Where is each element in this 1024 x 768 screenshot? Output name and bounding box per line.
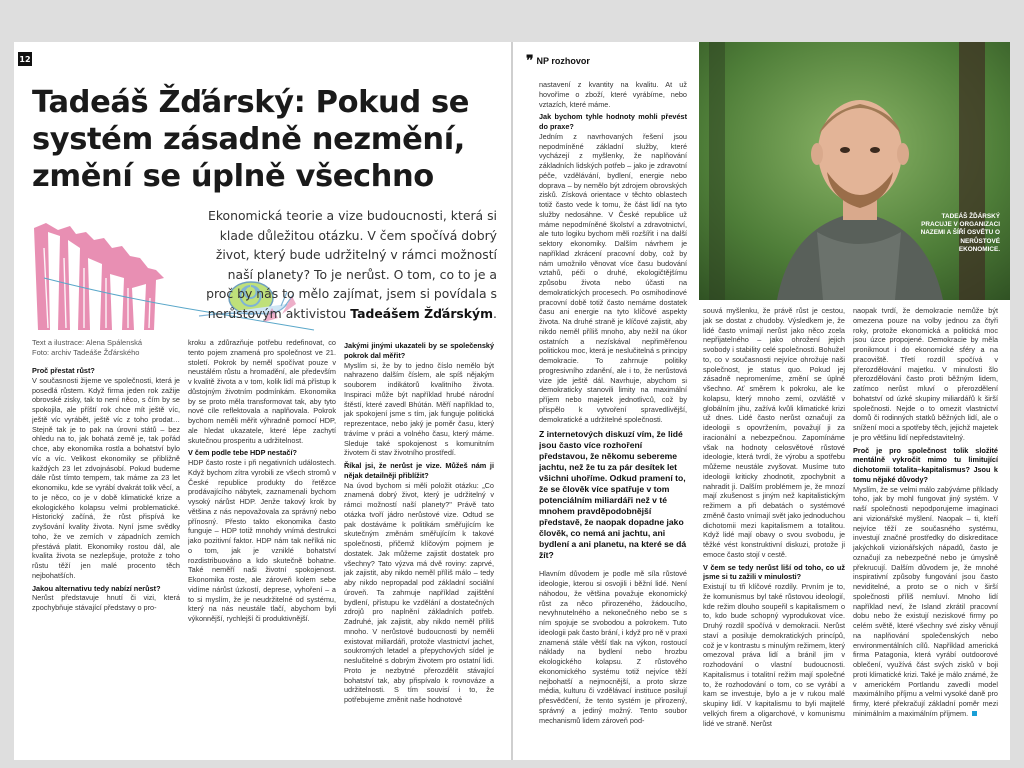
paragraph: Myslím, že se velmi málo zabýváme příklady toho, jak by mohl fungovat jiný systém. V naší společnosti nepodporujeme imaginaci ani vizionářské myšlení. Naopak – ti, kteří nejvíce těží ze současného systému, investují značné prostředky do diskreditace jakýchkoli vizionářských nápadů, často je označují za nebezpečné nebo je úmyslně překrucují. Dalším důvodem je, že mnohé inspirativní způsoby fungování jsou často neviditelné, a proto se o nich v širší společnosti příliš nemluví. Mnoho lidí například neví, že Island zkrátil pracovní dobu nebo že existují neziskové firmy po celém světě, které všechny své zisky věnují na naplňování společenských nebo environmentálních cílů. Například americká firma Patagonia, která vyrábí outdoorové oblečení, využívá část svých zisků v boji proti klimatické krizi. Také je málo známé, že v americkém Portlandu zavedli model maximálního příjmu a velmi vysoké daně pro firmy, které překračují základní poměr mezi minimálním a maximálním příjmem. (853, 484, 998, 718)
paragraph: souvá myšlenku, že právě růst je cestou, jak se dostat z chudoby. Výsledkem je, že lidé často vnímají nerůst jako něco zcela nepřijatelného – jako ohrožení jejich svobody i stability celé společnosti. Bohužel to, co v současnosti nejvíce ohrožuje naši společnost, je status quo. Pokud jej zásadně nepromeníme, změní se úplně všechno. Ať směrem k pokroku, ale ke kolapsu, který mnoho zemí, ozvláště v globálním jihu, zažívá kvůli klimatické krizi už dnes. Lidé často nerůst označují za ideologii s opovržením, považují ji za iracionální a nebezpečnou. Zapomínáme však na hodnoty celosvětové růstové ideologie, která tvrdí, že výrobu a spotřebu můžeme neustále zvyšovat. Musíme tuto ideologii kriticky zhodnotit, zpochybnit a nahradit ji. Dalším problémem je, že mnozí mají zkušenost s jiným než kapitalistickým režimem a při debatách o systémové změně často vnímají svět jako jednoduchou dichotomii mezi kapitalismem a totalitou. Když lidé mají obavy o svou svobodu, je těžké vést konstruktivní diskuzi, protože ji emoce často stojí v cestě. (703, 306, 845, 559)
left-column-1 (32, 363, 180, 758)
pull-question: Z internetových diskuzí vím, že lidé jsou často více rozhoření představou, že někomu sebereme jachtu, než že tu za pár desítek let všichni uhoříme. Odkud pramení to, že se člověk více spatřuje v tom potenciálním miliardáři než v té mnohem pravděpodobnější představě, že naopak dopadne jako člověk, co nemá ani jachtu, ani bydlení a ani planetu, na které se dá žít? (539, 429, 687, 561)
lead-end: . (493, 305, 497, 321)
credits (32, 338, 162, 358)
paragraph: Myslím si, že by to jedno číslo nemělo být nahrazeno dalším číslem, ale spíš nějakým souborem indikátorů kvalitního života. Inspiraci může být například hrubé národní štěstí, které zavedl Bhútán. Měří například to, jak spokojení jsme s tím, jak funguje politická reprezentace, nebo jaký je poměr času, který trávíme v práci a volného času, který máme. Sleduje také spokojenost s komunitním životem či stav životního prostředí. (344, 360, 494, 458)
quote-icon: ❞ (526, 53, 534, 69)
question: Jakými jinými ukazateli by se společenský pokrok dal měřit? (344, 341, 494, 360)
question: Proč přestat růst? (32, 366, 95, 375)
right-page (513, 42, 1010, 760)
lead-paragraph (197, 206, 497, 323)
page-number-left: 12 (18, 52, 32, 66)
photo-caption: TADEÁŠ ŽĎÁRSKÝ PRACUJE V ORGANIZACI NAZEMI A ŠÍŘÍ OSVĚTU O NERŮSTOVÉ EKONOMICE. (920, 213, 1000, 253)
paragraph: kroku a zdůrazňuje potřebu redefinovat, co tento pojem znamená pro společnost ve 21. století. Pokrok by neměl spočívat pouze v neustálém růstu a hromadění, ale především v kvalitě života a v tom, kolik lidí má přístup k důstojným životním podmínkám. Ekonomika by se proto měla transformovat tak, aby tyto nové cíle reflektovala a naplňovala. Pokrok bychom neměli měřit výhradně pomocí HDP, ale hledat ukazatele, které lépe zachytí skutečnou prosperitu a udržitelnost. (188, 338, 336, 445)
paragraph: HDP často roste i při negativních událostech. Když bychom zítra vyrobili ze všech stromů v České republice produkty do řetězce prodávajícího nábytek, zaznamenali bychom vysoký nárůst HDP. Jenže takový krok by většina z nás nepovažovala za správný nebo přínosný. Přesto takto ekonomika často funguje – HDP totiž mnohdy vnímá destrukci jako pozitivní faktor. HDP nám tak neříká nic o tom, jak je vzniklé bohatství rozdistribuováno a kdo skutečně bohatne. Také neměří naši životní spokojenost. Ekonomika roste, ale zároveň kolem sebe vidíme nárůst úzkostí, deprese, vyhoření – a to si myslím, že je neudržitelné od systému, který na nás neustále tlačí, abychom byli výkonnější, rychlejší či produktivnější. (188, 458, 336, 623)
end-mark-icon (972, 711, 977, 716)
paragraph: Hlavním důvodem je podle mě síla růstové ideologie, kterou si osvojili i běžní lidé. Není náhodou, že většina považuje ekonomický růst za něco přirozeného, žádoucího, nevyhnutelného a nekonečného nebo se s ním spojuje se svobodou a pokrokem. Tuto ideologii pak často brání, i když pro ně v praxi znamená stále větší tlak na výkon, rostoucí náklady na bydlení nebo hrozbu ekologického kolapsu. Z růstového ekonomického systému totiž nejvíce těží nejbohatší a nejmocnější, a proto skrze média, kulturu či vzdělávací instituce posilují přesvědčení, že tento systém je přirozený, správný a jediný možný. Tento soubor mechanismů lidem zároveň pod- (539, 569, 687, 725)
question: V čem podle tebe HDP nestačí? (188, 448, 297, 458)
lead-name: Tadeášem Žďárským (350, 305, 494, 321)
left-page (14, 42, 511, 760)
credit-text: Text a ilustrace: Alena Spálenská (32, 338, 143, 347)
question: Jak bychom tyhle hodnoty mohli převést do praxe? (539, 112, 687, 131)
question: Proč je pro společnost tolik složité mentálně vykročit mimo tu limitující dichotomii totalita–kapitalismus? Jsou k tomu nějaké důvody? (853, 445, 998, 484)
credit-photo: Foto: archiv Tadeáše Žďárského (32, 348, 140, 357)
lead-text: Ekonomická teorie a vize budoucnosti, která si klade důležitou otázku. V čem spočívá dobrý život, který bude udržitelný v rámci možností naší planety? To je nerůst. O tom, co to je a proč by nás to mělo zajímat, jsem si povídala s nerůstovým aktivistou (206, 208, 497, 321)
right-column-3 (853, 306, 998, 760)
running-head-label: NP rozhovor (536, 56, 590, 66)
paragraph: nastavení z kvantity na kvalitu. At už hovoříme o zboží, které vyrábíme, nebo vztazích, které máme. (539, 80, 687, 109)
paragraph: V současnosti žijeme ve společnosti, která je posedlá růstem. Když firma jeden rok zažije obrovské zisky, tak to není něco, s čím by se spokojila, ale příští rok chce mít ještě víc, ještě víc vyrábět, ještě víc z toho prodat… Stejně tak je to pak na úrovni států – bez ohledu na to, jak bohatá země je, tak pořád chce, aby ekonomika rostla a bohatství bylo víc a víc. Velikost ekonomiky se přibližně každých 23 let zdvojnásobí. Pokud budeme dále růst tímto tempem, tak máme za 23 let ekonomiku, kde se vyrábí dvakrát tolik věcí, a to je něco, co je v době klimatické krize a ekologického kolapsu velmi problematické. Historický začíná, že růst přispívá ke zvyšování kvality života. Nyní jsme svědky toho, že ve zemích v západních zemích přestává platit. Ekonomiky rostou dál, ale kvalita života se nezlepšuje, protože z toho růstu těží jen malé procento těch nejbohatších. (32, 375, 180, 580)
paragraph: naopak tvrdí, že demokracie nemůže být omezena pouze na volby jednou za čtyři roky, protože ekonomická a politická moc jsou úzce propojené. Demokracie by měla pronikmout i do ekonomické sféry a na pracoviště. Třetí rozdíl spočívá v přerozdělování majetku. V minulosti šlo přerozdělování často proti běžným lidem, zatímco nerůst mluví o přerozdělení bohatství od úzké skupiny miliardářů k širší společnosti. Nejde o to omezit vlastnictví domů či rodinných statků běžných lidí, ale o snížení moci a spotřeby těch, jejichž majetek je pro většinu lidí nepředstavitelný. (853, 306, 998, 442)
question: V čem se tedy nerůst liší od toho, co už jsme si tu zažili v minulosti? (703, 562, 845, 582)
paragraph: Na úvod bychom si měli položit otázku: „Co znamená dobrý život, který je udržitelný v rámci možností naší planety?" Právě tato otázka tvoří jádro nerůstové vize. Odtud se pak dostáváme k politikám směřujícím ke skutečným změnám směřujícím k takové společnosti, přičemž klíčovým pojmem je dostatek. Jak můžeme zajistit dostatek pro všechny? Tato výzva má dvě roviny: zaprvé, jak zajistit, aby nikdo neměl příliš málo – tedy aby nikdo nepropadal pod základní sociální úroveň. Ta zahrnuje například zajištění bydlení, přístupu ke vzdělání a dostatečných zdrojů pro naplnění základních potřeb. Zadruhé, jak zajistit, aby nikdo neměl příliš mnoho. V nerůstové budoucnosti by neměli existovat miliardáři, protože vlastnictví jachet, soukromých letadel a přepychových sídel je neslučitelné s dobrým životem pro ostatní lidi. Proto je nezbytné přerozdělit stávající bohatství tak, aby přispívalo k rovnováze a udržitelnosti. S tím souvisí i to, že potřebujeme změnit naše hodnotové (344, 480, 494, 704)
left-column-2 (188, 338, 336, 758)
left-column-3 (344, 338, 494, 758)
right-column-2 (703, 306, 845, 760)
headline: Tadeáš Žďárský: Pokud se systém zásadně nezmění, změní se úplně všechno (32, 85, 470, 194)
running-head (526, 53, 590, 69)
question: Říkal jsi, že nerůst je vize. Můžeš nám ji nějak detailněji přiblížit? (344, 461, 494, 480)
question: Jakou alternativu tedy nabízí nerůst? (32, 583, 161, 593)
paragraph: Nerůst představuje hnutí či vizi, která zpochybňuje stávající představy o pro- (32, 593, 180, 612)
portrait-photo (699, 42, 1010, 300)
right-column-1 (539, 80, 687, 760)
paragraph: Jedním z navrhovaných řešení jsou nepodmíněné základní služby, které vycházejí z myšlenky, že naplňování základních lidských potřeb – jako je zdravotní péče, vzdělávání, bydlení, energie nebo doprava – by nemělo být zdrojem obrovských zisků. Získová orientace v těchto oblastech totiž často vede k tomu, že část lidí na tyto služby nedosáhne. V České republice už máme nepodmíněné školství a zdravotnictví, ale tuto logiku bychom měli rozšířit i na další sektory ekonomiky. Dalším návrhem je například zkrácení pracovní doby, což by nám umožnilo věnovat více času budování vztahů, péči o druhé, ekologičtějšímu způsobu života nebo účasti na demokratických procesech. Po osmihodinové pracovní době totiž často nemáme dostatek času ani energie na tyto klíčové aspekty života. Na druhé straně je klíčové zajistit, aby nikdo neměl příliš mnoho, aby nežil na úkor ostatních a nezískával nepřiměřenou politickou moc, která je neslučitelná s principy demokracie. To zahrnuje politiky progresivního zdanění, ale i to, že nerůstová vize jde ještě dál. Navrhuje, abychom si demokraticky stanovili limity na maximální příjem nebo majetek jednotlivců, což by přispělo k vytvoření spravedlivější, demokratické a udržitelné společnosti. (539, 131, 687, 424)
paragraph: Existují tu tři klíčové rozdíly. Prvním je to, že komunismus byl také růstovou ideologií, kde režim dlouho soupeřil s kapitalismem o to, kdo bude schopný vyprodukovat více. Druhý rozdíl spočívá v demokracii. Nerůst staví a posiluje demokratických princípů, což je v kontrastu s minulým režimem, který omezoval práva lidí a bránil jim v rozhodování o vlastní budoucnosti. Kapitalismus i totalitní režim mají společné to, že rozhodování o tom, co se vyrábí a kam se investuje, bylo a je v rukou malé skupiny lidí. V kapitalismu to byli majitelé velkých firem a oligarchové, v komunismu lidé ve straně. Nerůst (703, 582, 845, 728)
